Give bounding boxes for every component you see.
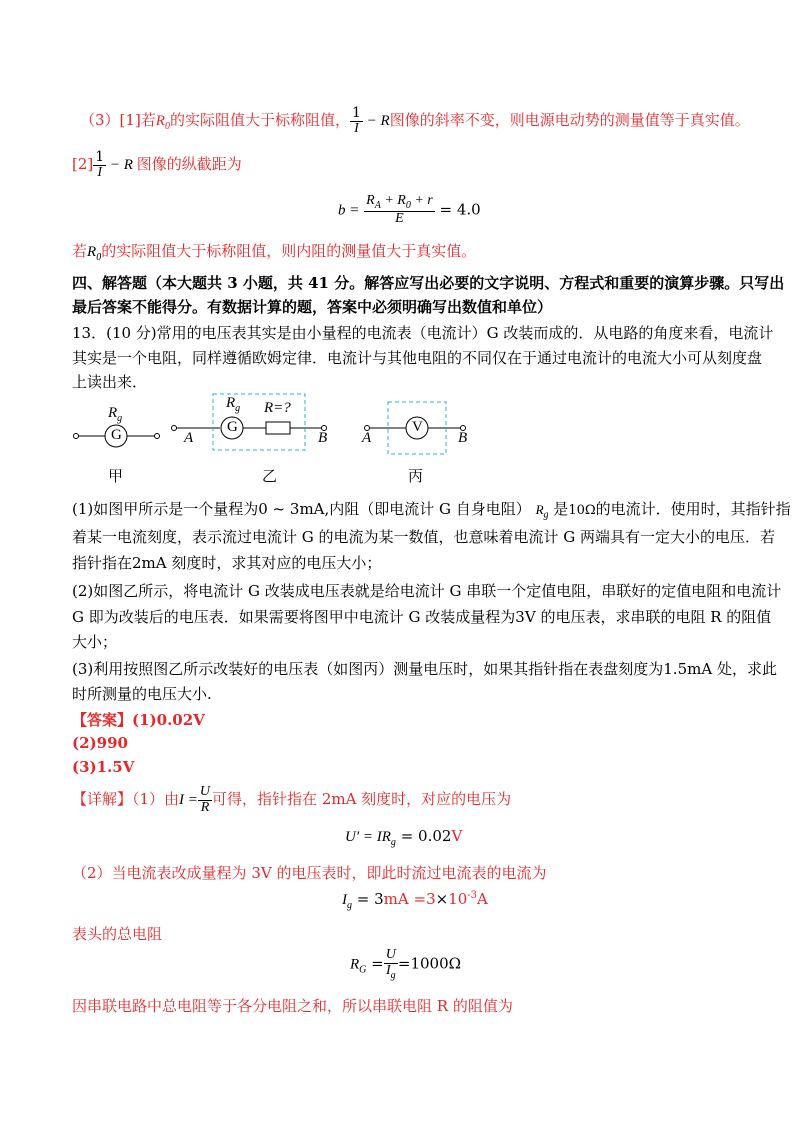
part3-line1: (3)利用按照图乙所示改装好的电压表（如图丙）测量电压时，如果其指针指在表盘刻度为1.5mA 处，求此 [72, 660, 777, 678]
question-13-line1: 13．(10 分)常用的电压表其实是由小量程的电流表（电流计）G 改装而成的．从电路的角度来看，电流计 [72, 324, 774, 342]
text: （3）[1]若 [80, 111, 156, 130]
rg-label-jia: $R_g$ [108, 405, 123, 424]
text: 的实际阻值大于标称阻值， [169, 111, 350, 130]
answer-line-3-1: （3）[1]若$R_0$的实际阻值大于标称阻值， $\frac{1}{I}$ − R图像的斜率不变，则电源电动势的测量值等于真实值。 [80, 105, 750, 136]
part2-line3: 大小； [72, 633, 118, 651]
answer-line-3-2: [2] $\frac{1}{I}$ − R 图像的纵截距为 [72, 149, 242, 180]
g-label-yi: G [227, 419, 238, 435]
detail-line1: 【详解】（1）由I = $\frac{U}{R}$ 可得，指针指在 2mA 刻度时，对应的电压为 [72, 784, 512, 815]
text: [2] [72, 155, 94, 174]
part2-line1: (2)如图乙所示，将电流计 G 改装成电压表就是给电流计 G 串联一个定值电阻，串联好的定值电阻和电流计 [72, 582, 782, 600]
part1-line1: (1)如图甲所示是一个量程为0 ~ 3mA,内阻（即电流计 G 自身电阻） $R_g$ 是10Ω的电流计．使用时，其指针指 [72, 500, 791, 521]
part2-line2: G 即为改装后的电压表．如果需要将图甲中电流计 G 改装成量程为3V 的电压表，求串联的电阻 R 的阻值 [72, 608, 772, 626]
figure-yi-circuit [172, 394, 327, 450]
answer-2: (2)990 [72, 734, 128, 752]
caption-bing: 丙 [408, 467, 424, 485]
equation-b: b = $\frac{R_A + R_0 + r}{E}$ = 4.0 [338, 193, 481, 227]
section-heading-line2: 最后答案不能得分。有数据计算的题，答案中必须明确写出数值和单位） [72, 298, 553, 316]
caption-jia: 甲 [108, 467, 124, 485]
equation-u-prime: $U' = IR_g = 0.02V$ [345, 827, 463, 848]
equation-rg-total: $R_G$ = $\frac{U}{I_g}$ =1000Ω [350, 947, 462, 981]
part3-line2: 时所测量的电压大小. [72, 685, 212, 703]
terminal-b-bing: B [458, 430, 468, 446]
section-heading: 四、解答题（本大题共 3 小题，共 41 分。解答应写出必要的文字说明、方程式和重要的演算步骤。只写出 [72, 274, 785, 292]
answer-3: (3)1.5V [72, 758, 135, 776]
caption-yi: 乙 [262, 467, 278, 485]
terminal-b-yi: B [318, 430, 328, 446]
answer-1: 【答案】(1)0.02V [72, 711, 205, 729]
answer-line-3-3: 若$R_0$的实际阻值大于标称阻值，则内阻的测量值大于真实值。 [72, 242, 477, 263]
r-unknown-label: R=? [264, 400, 291, 416]
question-13-line3: 上读出来． [72, 373, 148, 391]
equation-ig: $I_g = 3mA =3\times 10^{-3}A$ [342, 890, 488, 911]
question-13-line2: 其实是一个电阻，同样遵循欧姆定律．电流计与其他电阻的不同仅在于通过电流计的电流大小可从刻度盘 [72, 349, 763, 367]
part1-line3: 指针指在2mA 刻度时，求其对应的电压大小； [72, 554, 382, 572]
terminal-a-yi: A [184, 430, 194, 446]
v-label-bing: V [412, 419, 423, 435]
fraction-1-over-i: $\frac{1}{I}$ [351, 105, 361, 136]
g-label-jia: G [111, 427, 122, 443]
detail-line2: （2）当电流表改成量程为 3V 的电压表时，即此时流过电流表的电流为 [72, 864, 547, 882]
text: 图像的纵截距为 [136, 155, 242, 174]
detail-line4: 因串联电路中总电阻等于各分电阻之和，所以串联电阻 R 的阻值为 [72, 997, 513, 1015]
terminal-a-bing: A [362, 430, 372, 446]
r0-symbol: $R_0$ [155, 113, 170, 133]
part1-line2: 着某一电流刻度，表示流过电流计 G 的电流为某一数值，也意味着电流计 G 两端具有一定大小的电压．若 [72, 528, 776, 546]
fraction-1-over-i: $\frac{1}{I}$ [95, 149, 105, 180]
detail-line3: 表头的总电阻 [72, 925, 163, 943]
rg-label-yi: $R_g$ [226, 395, 241, 414]
text: 图像的斜率不变，则电源电动势的测量值等于真实值。 [389, 111, 750, 130]
